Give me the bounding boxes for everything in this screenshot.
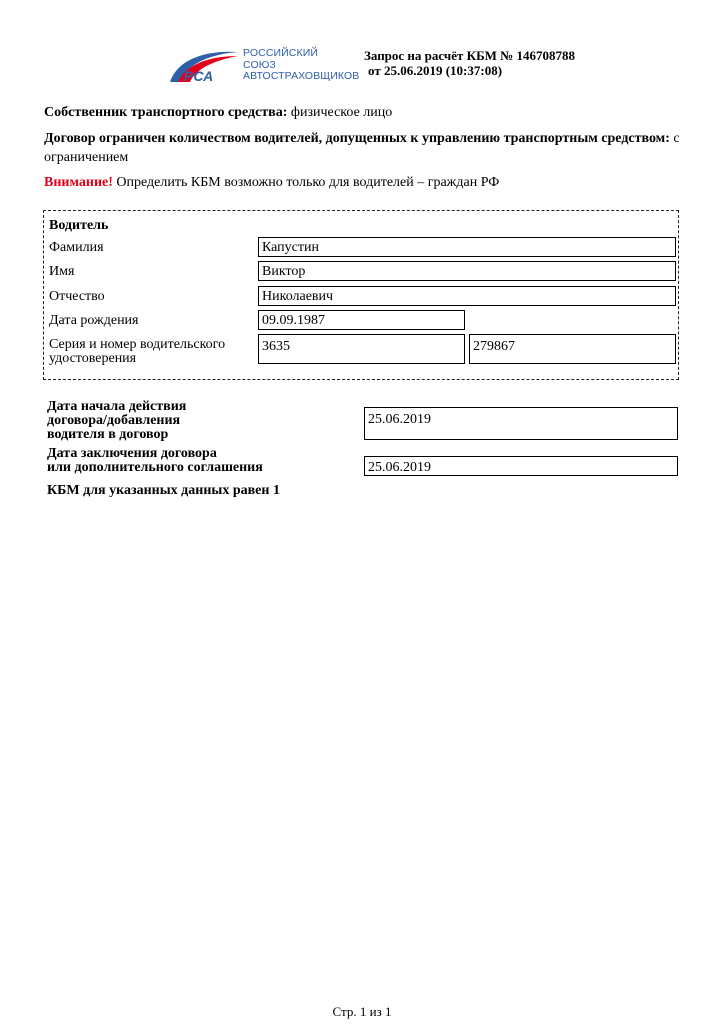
last-name-label: Фамилия	[49, 240, 104, 255]
contract-limit-line	[44, 129, 684, 167]
contract-limit-label: Договор ограничен количеством водителей, допущенных к управлению транспортным средством:	[44, 131, 670, 146]
request-date: от 25.06.2019 (10:37:08)	[368, 63, 503, 78]
logo-line-2: СОЮЗ	[243, 58, 276, 71]
rsa-emblem-icon	[168, 48, 240, 84]
warning-line	[44, 173, 684, 192]
warning-label: Внимание!	[44, 175, 113, 190]
first-name-label: Имя	[49, 264, 75, 279]
start-date-field: 25.06.2019	[364, 407, 678, 440]
contract-limit-value: с ограничением	[44, 131, 680, 165]
kbm-result: КБМ для указанных данных равен 1	[47, 483, 280, 498]
license-number-field: 279867	[469, 334, 676, 364]
first-name-field: Виктор	[258, 261, 676, 281]
license-label-line1: Серия и номер водительского	[49, 337, 226, 352]
license-label-line2: удостоверения	[49, 351, 137, 366]
last-name-field: Капустин	[258, 237, 676, 257]
patronymic-field: Николаевич	[258, 286, 676, 306]
start-date-label-3: водителя в договор	[47, 427, 169, 442]
page-number: Стр. 1 из 1	[332, 1004, 392, 1019]
logo-line-3: АВТОСТРАХОВЩИКОВ	[243, 70, 360, 82]
start-date-label-2: договора/добавления	[47, 413, 181, 428]
conclusion-date-field: 25.06.2019	[364, 456, 678, 476]
driver-title: Водитель	[49, 218, 109, 233]
start-date-label-1: Дата начала действия	[47, 399, 187, 414]
birth-date-field: 09.09.1987	[258, 310, 465, 330]
rsa-logo	[168, 47, 360, 88]
owner-value: физическое лицо	[290, 105, 393, 120]
warning-text: Определить КБМ возможно только для водителей – граждан РФ	[116, 175, 500, 190]
conclusion-date-label-1: Дата заключения договора	[47, 446, 217, 461]
request-header	[364, 48, 575, 78]
owner-line	[44, 103, 684, 122]
owner-label: Собственник транспортного средства:	[44, 105, 288, 120]
conclusion-date-label-2: или дополнительного соглашения	[47, 460, 263, 475]
request-number: Запрос на расчёт КБМ № 146708788	[364, 48, 576, 63]
logo-text	[243, 48, 359, 83]
logo-line-1: РОССИЙСКИЙ	[243, 47, 318, 59]
birth-date-label: Дата рождения	[49, 313, 139, 328]
patronymic-label: Отчество	[49, 289, 105, 304]
license-series-field: 3635	[258, 334, 465, 364]
logo-mark-text: РСА	[184, 68, 214, 84]
